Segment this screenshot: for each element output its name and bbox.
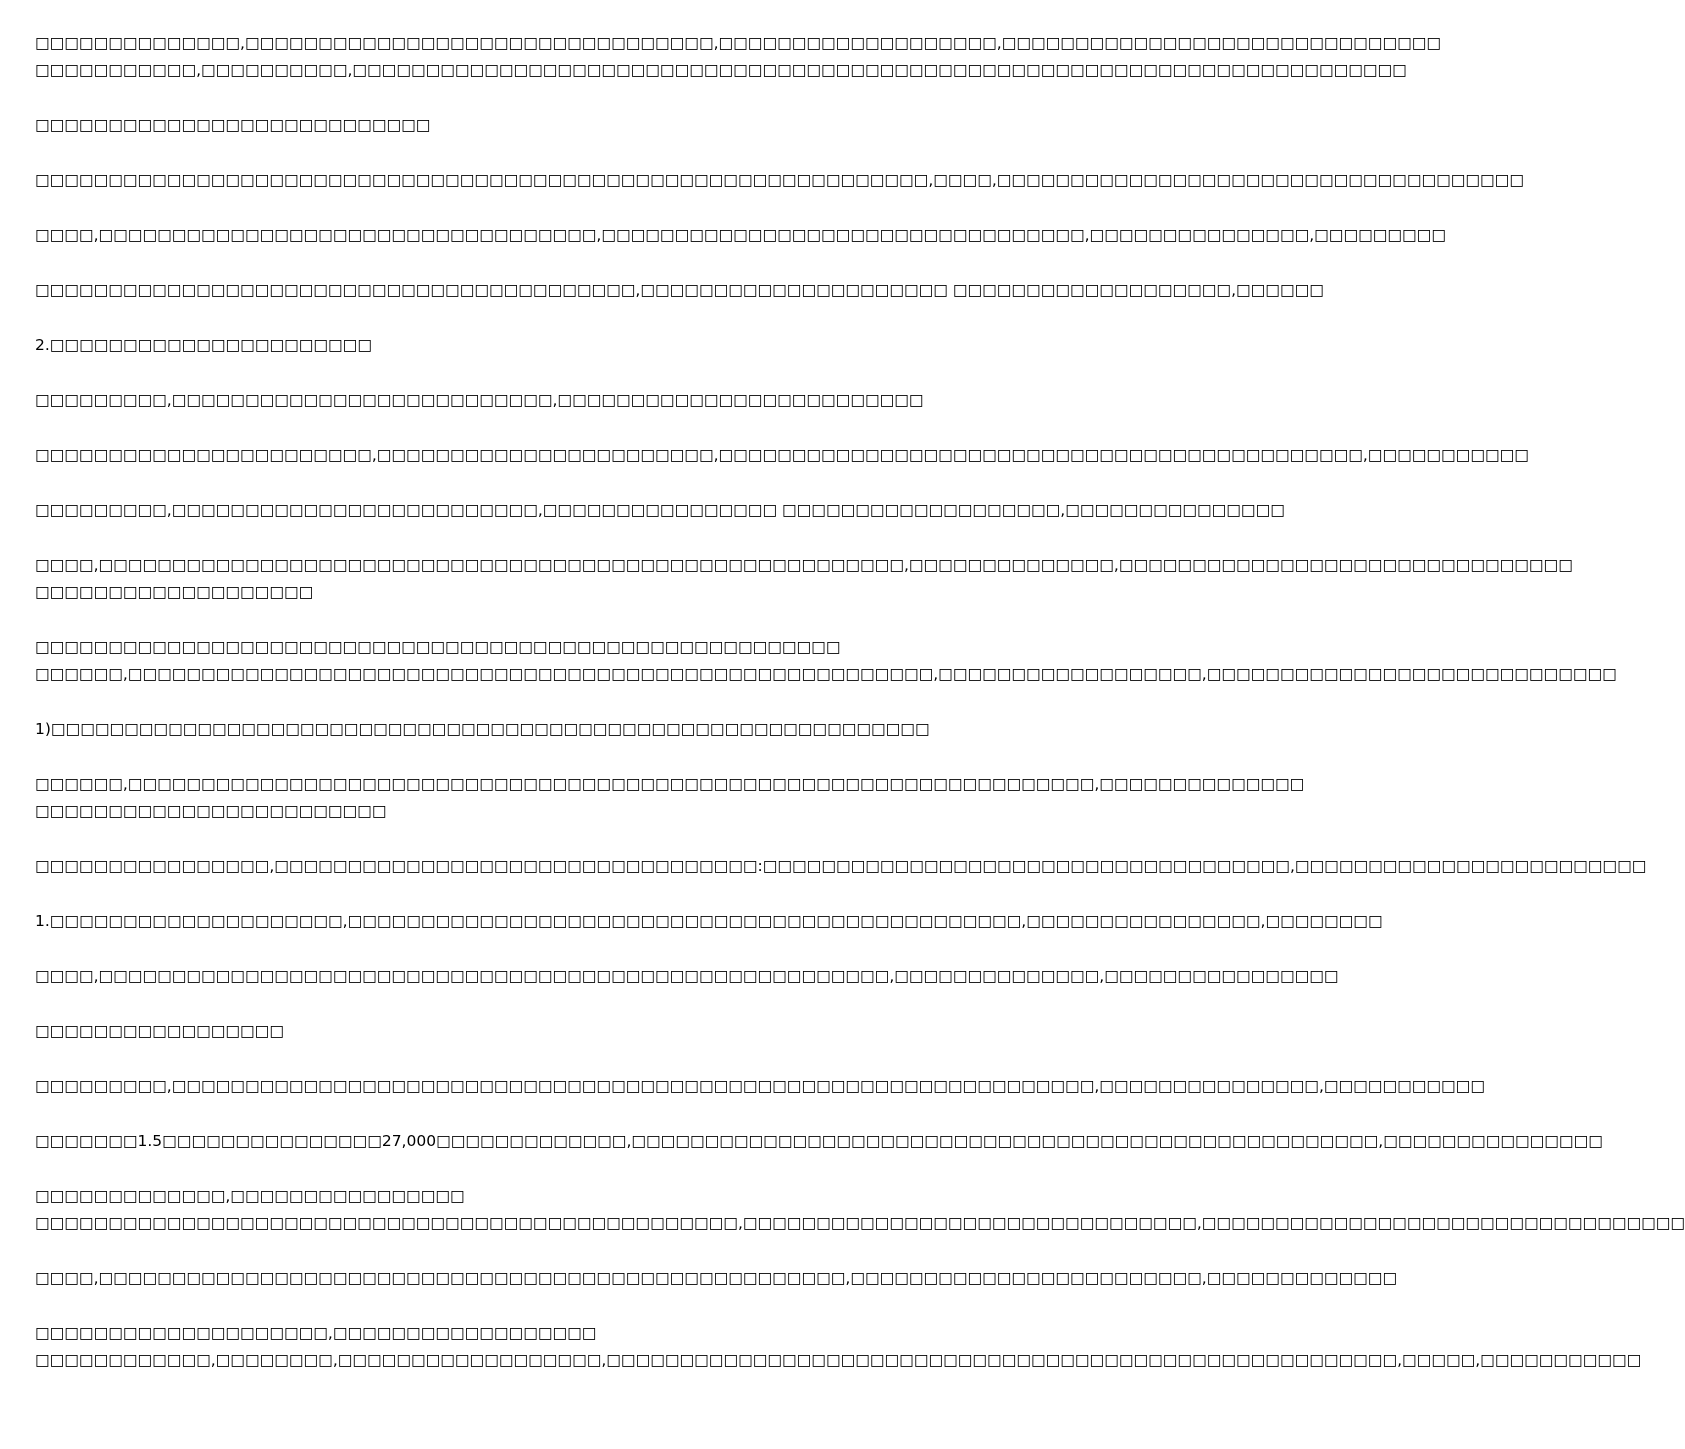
paragraph — [35, 112, 990, 139]
paragraph — [35, 634, 1617, 688]
text-line: □□□□□□□□□□□□□□□□□□□□□□□□□□□ — [35, 116, 431, 134]
text-line: □□□□,□□□□□□□□□□□□□□□□□□□□□□□□□□□□□□□□□□,□□□□□□□□□□□□□□□□□□□□□□□□□□□□□□□□□,□□□□□□□□□□□□□□□,□□□□□□□□□ — [35, 226, 1446, 244]
text-line: 1)□□□□□□□□□□□□□□□□□□□□□□□□□□□□□□□□□□□□□□□□□□□□□□□□□□□□□□□□□□□□ — [35, 720, 930, 738]
text-line: □□□□□□□□□,□□□□□□□□□□□□□□□□□□□□□□□□□□,□□□□□□□□□□□□□□□□□□□□□□□□□ — [35, 391, 924, 409]
text-line: □□□□□□□1.5□□□□□□□□□□□□□□□27,000□□□□□□□□□□□□□,□□□□□□□□□□□□□□□□□□□□□□□□□□□□□□□□□□□□□□□□□□□□□□□□□□□,□□□□□□□□□□□□□□□ — [35, 1132, 1603, 1150]
text-line: □□□□□□□□□□□□,□□□□□□□□,□□□□□□□□□□□□□□□□□□,□□□□□□□□□□□□□□□□□□□□□□□□□□□□□□□□□□□□□□□□□□□□□□□□□□□□□□,□□□□□,□□□□□□□□□□□ — [35, 1351, 1642, 1369]
paragraph — [35, 30, 1442, 84]
text-line: 2.□□□□□□□□□□□□□□□□□□□□□□ — [35, 336, 372, 354]
text-line: □□□□□□□□□□□□□□□□□□□□□□□,□□□□□□□□□□□□□□□□□□□□□□□,□□□□□□□□□□□□□□□□□□□□□□□□□□□□□□□□□□□□□□□□□□□□,□□□□□□□□□□□ — [35, 446, 1529, 464]
paragraph — [35, 167, 1524, 194]
text-line: □□□□□□,□□□□□□□□□□□□□□□□□□□□□□□□□□□□□□□□□□□□□□□□□□□□□□□□□□□□□□□,□□□□□□□□□□□□□□□□□□,□□□□□□□□□□□□□□□□□□□□□□□□□□□□ — [35, 665, 1617, 683]
text-line: 1.□□□□□□□□□□□□□□□□□□□□,□□□□□□□□□□□□□□□□□□□□□□□□□□□□□□□□□□□□□□□□□□□□□□,□□□□□□□□□□□□□□□□,□□□□□□□□ — [35, 912, 1383, 930]
paragraph — [35, 908, 1383, 935]
paragraph — [35, 1265, 1398, 1292]
paragraph — [35, 1073, 1485, 1100]
text-line: □□□□□□,□□□□□□□□□□□□□□□□□□□□□□□□□□□□□□□□□□□□□□□□□□□□□□□□□□□□□□□□□□□□□□□□□□,□□□□□□□□□□□□□□ — [35, 775, 1305, 793]
paragraph — [35, 552, 1573, 606]
text-line: □□□□□□□□□□□□□□□□□□□□□□□□□□□□□□□□□□□□□□□□□□□□□□□□,□□□□□□□□□□□□□□□□□□□□□□□□□□□□□□□,□□□□□□□□□□□□□□□□□□□□□□□□□□□□□□□□□ — [35, 1214, 1685, 1232]
text-line: □□□□,□□□□□□□□□□□□□□□□□□□□□□□□□□□□□□□□□□□□□□□□□□□□□□□□□□□□□□,□□□□□□□□□□□□□□,□□□□□□□□□□□□□□□□ — [35, 967, 1339, 985]
section-heading — [35, 1018, 990, 1045]
text-line: □□□□□□□□□,□□□□□□□□□□□□□□□□□□□□□□□□□,□□□□□□□□□□□□□□□□ □□□□□□□□□□□□□□□□□□□,□□□□□□□□□□□□□□□ — [35, 501, 1285, 519]
text-line: □□□□□□□□□□□□□□□□□□□□□□□□□□□□□□□□□□□□□□□□□□□□□□□□□□□□□□□□□□□□□,□□□□,□□□□□□□□□□□□□□□□□□□□□□□□□□□□□□□□□□□□ — [35, 171, 1524, 189]
text-line: □□□□□□□□□□□□□□□□□□□□□□□□□□□□□□□□□□□□□□□□□□□□□□□□□□□□□□□ — [35, 638, 841, 656]
paragraph — [35, 771, 1305, 825]
text-line: □□□□,□□□□□□□□□□□□□□□□□□□□□□□□□□□□□□□□□□□□□□□□□□□□□□□□□□□□□□□,□□□□□□□□□□□□□□,□□□□□□□□□□□□□□□□□□□□□□□□□□□□□□□ — [35, 556, 1573, 574]
paragraph — [35, 1183, 1685, 1237]
paragraph — [35, 222, 1446, 249]
text-line: □□□□□□□□□□□□□,□□□□□□□□□□□□□□□□ — [35, 1187, 465, 1205]
paragraph — [35, 387, 990, 414]
text-line: □□□□,□□□□□□□□□□□□□□□□□□□□□□□□□□□□□□□□□□□□□□□□□□□□□□□□□□□,□□□□□□□□□□□□□□□□□□□□□□□□,□□□□□□□□□□□□□ — [35, 1269, 1398, 1287]
paragraph — [35, 497, 1285, 524]
paragraph — [35, 277, 1324, 304]
text-line: □□□□□□□□□□□□□□□□□□□ — [35, 583, 314, 601]
document-body — [35, 30, 1685, 1374]
text-line: □□□□□□□□□□□□□□□□□ — [35, 1022, 284, 1040]
paragraph — [35, 853, 1647, 880]
paragraph — [35, 442, 1529, 469]
text-line: □□□□□□□□□□□□□□,□□□□□□□□□□□□□□□□□□□□□□□□□□□□□□□□,□□□□□□□□□□□□□□□□□□□,□□□□□□□□□□□□□□□□□□□□□□□□□□□□□□ — [35, 34, 1442, 52]
text-line: □□□□□□□□□□□□□□□□□□□□,□□□□□□□□□□□□□□□□□□ — [35, 1324, 597, 1342]
text-line: □□□□□□□□□□□□□□□□,□□□□□□□□□□□□□□□□□□□□□□□□□□□□□□□□□:□□□□□□□□□□□□□□□□□□□□□□□□□□□□□□□□□□□□,□□□□□□□□□□□□□□□□□□□□□□□□ — [35, 857, 1647, 875]
text-line: □□□□□□□□□,□□□□□□□□□□□□□□□□□□□□□□□□□□□□□□□□□□□□□□□□□□□□□□□□□□□□□□□□□□□□□□□,□□□□□□□□□□□□□□□,□□□□□□□□□□□ — [35, 1077, 1485, 1095]
text-line: □□□□□□□□□□□□□□□□□□□□□□□□ — [35, 802, 387, 820]
text-line: □□□□□□□□□□□□□□□□□□□□□□□□□□□□□□□□□□□□□□□□□,□□□□□□□□□□□□□□□□□□□□□ □□□□□□□□□□□□□□□□□□□,□□□□□□ — [35, 281, 1324, 299]
paragraph — [35, 1320, 1642, 1374]
section-heading — [35, 716, 990, 743]
text-line: □□□□□□□□□□□,□□□□□□□□□□,□□□□□□□□□□□□□□□□□□□□□□□□□□□□□□□□□□□□□□□□□□□□□□□□□□□□□□□□□□□□□□□□□□□□□□□□ — [35, 61, 1407, 79]
paragraph — [35, 963, 1339, 990]
paragraph — [35, 1128, 1603, 1155]
section-heading — [35, 332, 990, 359]
